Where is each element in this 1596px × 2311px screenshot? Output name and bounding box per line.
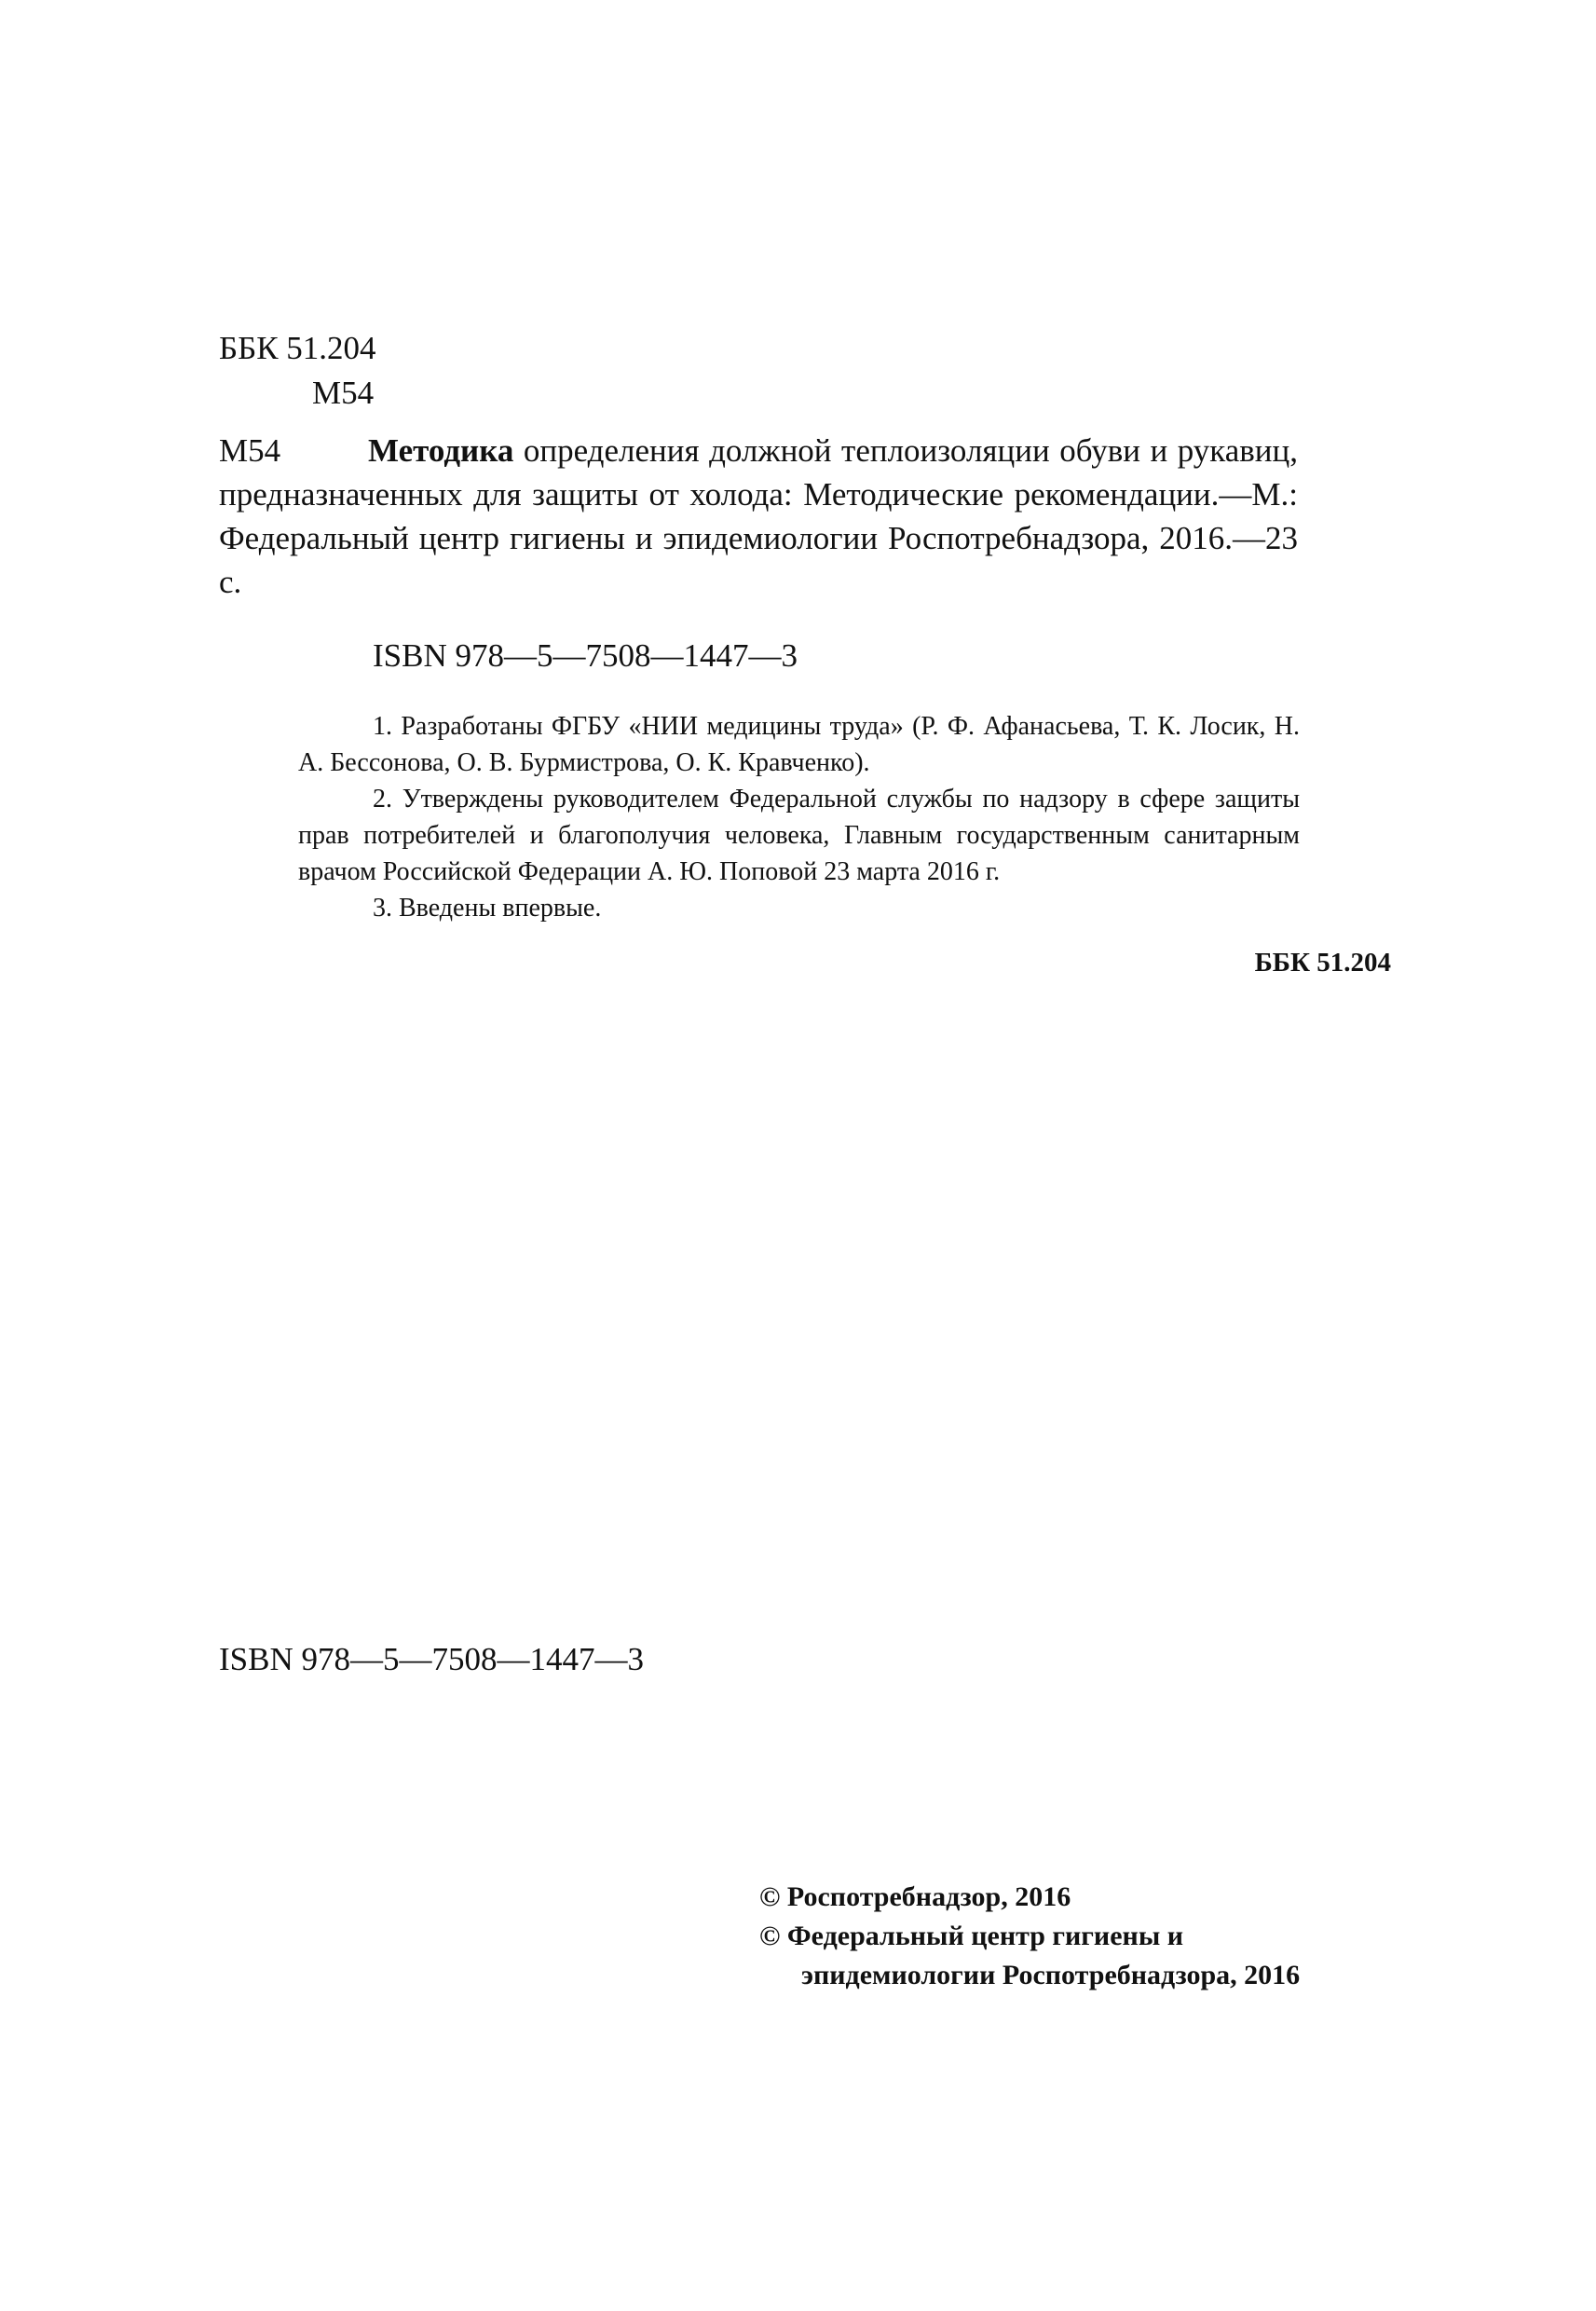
bbk-code-right: ББК 51.204 <box>1254 948 1391 978</box>
bbk-code: ББК 51.204 <box>219 330 376 366</box>
copyright-line: © Федеральный центр гигиены и <box>759 1921 1184 1951</box>
isbn-bottom: ISBN 978—5—7508—1447—3 <box>219 1641 644 1677</box>
copyright-block <box>759 1878 1300 1995</box>
note-item: 1. Разработаны ФГБУ «НИИ медицины труда» (Р. Ф. Афанасьева, Т. К. Лосик, Н. А. Бессонова, О. В. Бурмистрова, О. К. Кравченко). <box>298 712 1300 777</box>
bibliographic-entry <box>219 429 1298 604</box>
entry-description: определения должной теплоизоляции обуви и рукавиц, предназначенных для защиты от холода: Методические рекомендации.—М.: Федеральный центр гигиены и эпидемиологии Роспотребнадзора, 2016.—23 с. <box>219 432 1298 600</box>
notes-block <box>298 708 1300 926</box>
bbk-header <box>219 326 376 416</box>
note-item: 3. Введены впервые. <box>373 894 602 923</box>
note-item: 2. Утверждены руководителем Федеральной службы по надзору в сфере защиты прав потребителей и благополучия человека, Главным государственным санитарным врачом Российской Федерации А. Ю. Поповой 23 марта 2016 г. <box>298 785 1300 886</box>
author-mark: М54 <box>312 375 375 411</box>
copyright-line: © Роспотребнадзор, 2016 <box>759 1881 1071 1912</box>
entry-title: Методика <box>368 432 514 469</box>
copyright-line: эпидемиологии Роспотребнадзора, 2016 <box>801 1960 1301 1990</box>
entry-author-mark: М54 <box>219 432 281 469</box>
entry-isbn: ISBN 978—5—7508—1447—3 <box>373 637 798 674</box>
